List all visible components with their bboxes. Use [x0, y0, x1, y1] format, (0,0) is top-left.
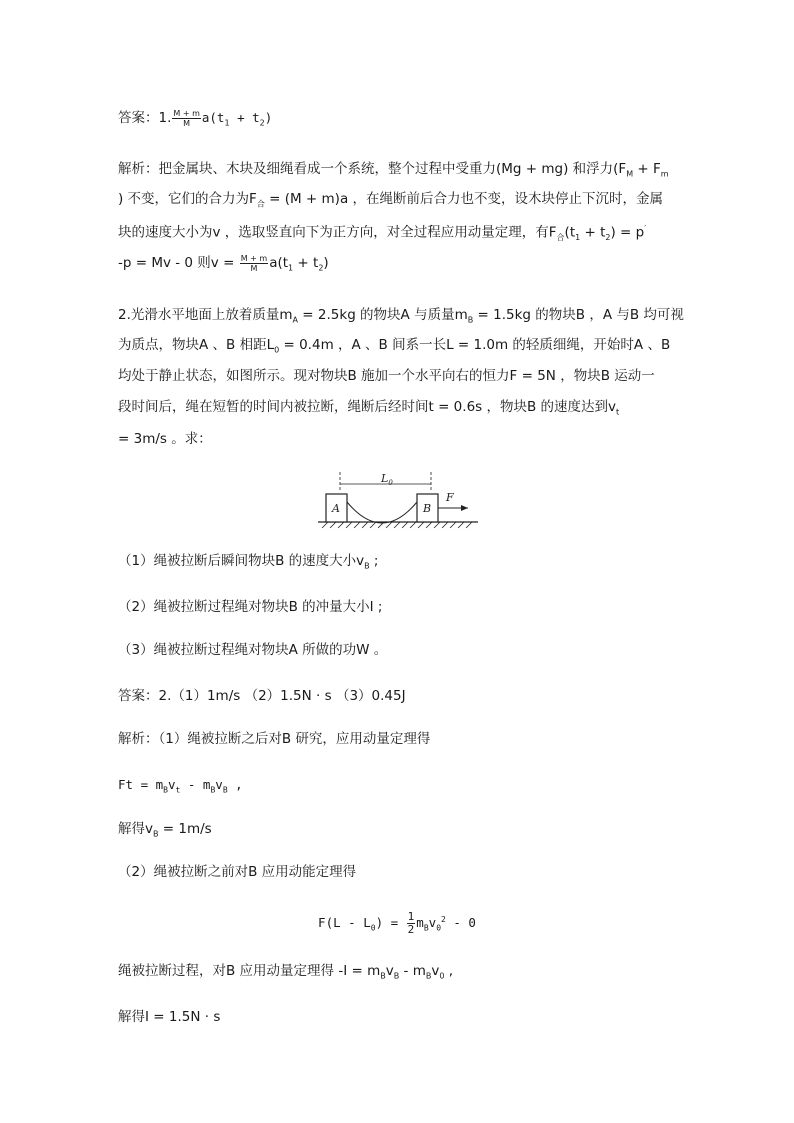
solution-text: （2）绳被拉断之前对B 应用动能定理得	[118, 864, 357, 880]
analysis-text: a(t	[269, 255, 289, 271]
ground-hatching	[322, 522, 472, 528]
subscript: M	[626, 169, 634, 179]
answer-1-text: + t	[229, 110, 260, 125]
fraction	[240, 254, 268, 273]
solution-text: ,	[227, 777, 243, 792]
solution-text: - m	[180, 777, 211, 792]
block-a-label: A	[332, 502, 340, 515]
answer-2-line	[118, 686, 406, 706]
question-text: = 0.4m ，A 、B 间系一长L = 1.0m 的轻质细绳，开始时A 、B	[279, 337, 671, 353]
equation-text: ) =	[375, 915, 406, 931]
question-text: = 3m/s 。求：	[118, 431, 212, 447]
analysis-text: + t	[580, 224, 606, 241]
solution-text: v	[431, 963, 440, 979]
subscript: B	[364, 561, 370, 571]
answer-1-line: 答案：1. $\frac{M + m}{M}$ $a(t_1 + t_2)$	[118, 108, 273, 128]
answer-1-text: a(t	[201, 110, 225, 125]
question-text: 均处于静止状态，如图所示。现对物块B 施加一个水平向右的恒力F = 5N ，物块B 运动一	[118, 368, 655, 384]
analysis-text: ) 不变，它们的合力为F	[118, 191, 257, 207]
subscript: t	[175, 785, 181, 795]
analysis-1-line-4: -p = Mv - 0 则v = $\frac{M + m}{M}$ $a(t_1 + t_2)$	[118, 253, 329, 273]
kinetic-energy-equation	[0, 905, 794, 944]
subscript: B	[423, 923, 429, 933]
solution-text: v	[385, 963, 394, 979]
solution-line-2	[118, 775, 243, 801]
fraction-numerator: M + m	[173, 108, 200, 118]
answer-1-label: 答案：1.	[118, 110, 172, 126]
solution-line-5	[118, 961, 453, 987]
solution-text: ,	[444, 963, 454, 979]
force-arrowhead	[461, 505, 468, 511]
question-2-line-3	[118, 366, 655, 386]
fraction-denominator: 2	[407, 923, 415, 937]
force-label: F	[446, 491, 454, 504]
answer-1-fraction	[172, 109, 200, 128]
solution-text: v	[167, 777, 176, 792]
solution-line-6	[118, 1007, 220, 1027]
analysis-text: + F	[633, 161, 661, 177]
subquestion-text: （1）绳被拉断后瞬间物块B 的速度大小v	[118, 553, 365, 569]
superscript: 2	[441, 915, 446, 924]
analysis-text: )	[323, 255, 329, 271]
question-text: = 1.5kg 的物块B ，A 与B 均可视	[473, 307, 684, 323]
equation-text: v	[428, 915, 437, 931]
solution-text: v	[215, 777, 223, 792]
analysis-1-line-1	[118, 159, 669, 185]
fraction-numerator: 1	[407, 910, 415, 924]
subscript: 0	[439, 971, 445, 981]
subquestion-1	[118, 551, 378, 577]
subscript: B	[153, 829, 159, 839]
block-b-label: B	[423, 502, 432, 515]
blocks-diagram	[318, 468, 478, 530]
solution-line-1	[118, 729, 430, 749]
subquestion-2	[118, 597, 382, 617]
half-fraction	[407, 911, 416, 936]
solution-line-3	[118, 819, 212, 845]
analysis-text: + t	[293, 255, 319, 271]
subscript: B	[425, 971, 432, 981]
subscript: 合	[556, 233, 565, 243]
question-text: = 2.5kg 的物块A 与质量m	[298, 307, 468, 323]
answer-1-text: )	[264, 110, 273, 125]
solution-text: Ft = m	[118, 777, 164, 792]
label-L0: $L_0$	[381, 472, 393, 487]
subscript: m	[660, 169, 669, 179]
analysis-1-line-2	[118, 189, 663, 215]
answer-2-text: 答案：2.（1）1m/s （2）1.5N · s （3）0.45J	[118, 688, 406, 704]
subquestion-3	[118, 640, 387, 660]
solution-line-4	[118, 862, 356, 882]
subscript: B	[393, 971, 400, 981]
analysis-text: ) = p	[610, 224, 645, 241]
analysis-text: 解析：把金属块、木块及细绳看成一个系统，整个过程中受重力(Mg + mg) 和浮力(F	[118, 161, 627, 177]
fraction-denominator: M	[183, 118, 191, 128]
subscript: 合	[256, 199, 265, 209]
question-2-line-5	[118, 429, 212, 449]
question-2-line-1: 2.光滑水平地面上放着质量$m_A = 2.5kg$ 的物块A 与质量$m_B = 1.5kg$ 的物块B ，A 与B 均可视	[118, 307, 684, 325]
question-text: 段时间后，绳在短暂的时间内被拉断，绳断后经时间t = 0.6s ，物块B 的速度达到v	[118, 399, 617, 415]
solution-text: 解析：（1）绳被拉断之后对B 研究，应用动量定理得	[118, 731, 431, 747]
solution-text: 解得v	[118, 821, 153, 837]
analysis-text: -p = Mv - 0 则v =	[118, 255, 239, 271]
subscript: 0	[370, 923, 376, 933]
question-text: 2.光滑水平地面上放着质量m	[118, 307, 293, 323]
fraction-numerator: M + m	[240, 253, 268, 263]
solution-text: 绳被拉断过程，对B 应用动量定理得 -I = m	[118, 963, 381, 979]
analysis-text: 块的速度大小为v ，选取竖直向下为正方向，对全过程应用动量定理，有F	[118, 224, 557, 241]
subscript: B	[380, 971, 386, 981]
subscript: B	[163, 785, 168, 795]
question-2-line-4: 段时间后，绳在短暂的时间内被拉断，绳断后经时间t = 0.6s ，物块B 的速度达到$v_t$	[118, 399, 620, 417]
analysis-1-line-3: 块的速度大小为v ，选取竖直向下为正方向，对全过程应用动量定理，有$F_合(t_1 + t_2) = p'$	[118, 224, 647, 243]
subscript: 0	[436, 923, 442, 933]
solution-text: 解得I = 1.5N · s	[118, 1009, 221, 1025]
rope	[347, 502, 417, 523]
subscript: B	[222, 785, 228, 795]
equation-text: - 0	[445, 915, 476, 931]
subquestion-text: ;	[369, 553, 379, 569]
subscript: B	[210, 785, 216, 795]
solution-text: - m	[399, 963, 426, 979]
question-2-line-2: 为质点，物块A 、B 相距$L_0 = 0.4m$ ，A 、B 间系一长L = 1.0m 的轻质细绳，开始时A 、B	[118, 337, 671, 355]
analysis-text: = (M + m)a ，在绳断前后合力也不变，设木块停止下沉时，金属	[264, 191, 664, 207]
question-text: 为质点，物块A 、B 相距L	[118, 337, 275, 353]
subquestion-text: （3）绳被拉断过程绳对物块A 所做的功W 。	[118, 642, 388, 658]
subquestion-text: （2）绳被拉断过程绳对物块B 的冲量大小I ;	[118, 599, 383, 615]
equation-text: F(L - L	[318, 915, 371, 931]
analysis-text: (t	[564, 224, 576, 241]
equation-text: m	[416, 915, 424, 931]
fraction-denominator: M	[250, 263, 258, 273]
solution-text: = 1m/s	[158, 821, 212, 837]
